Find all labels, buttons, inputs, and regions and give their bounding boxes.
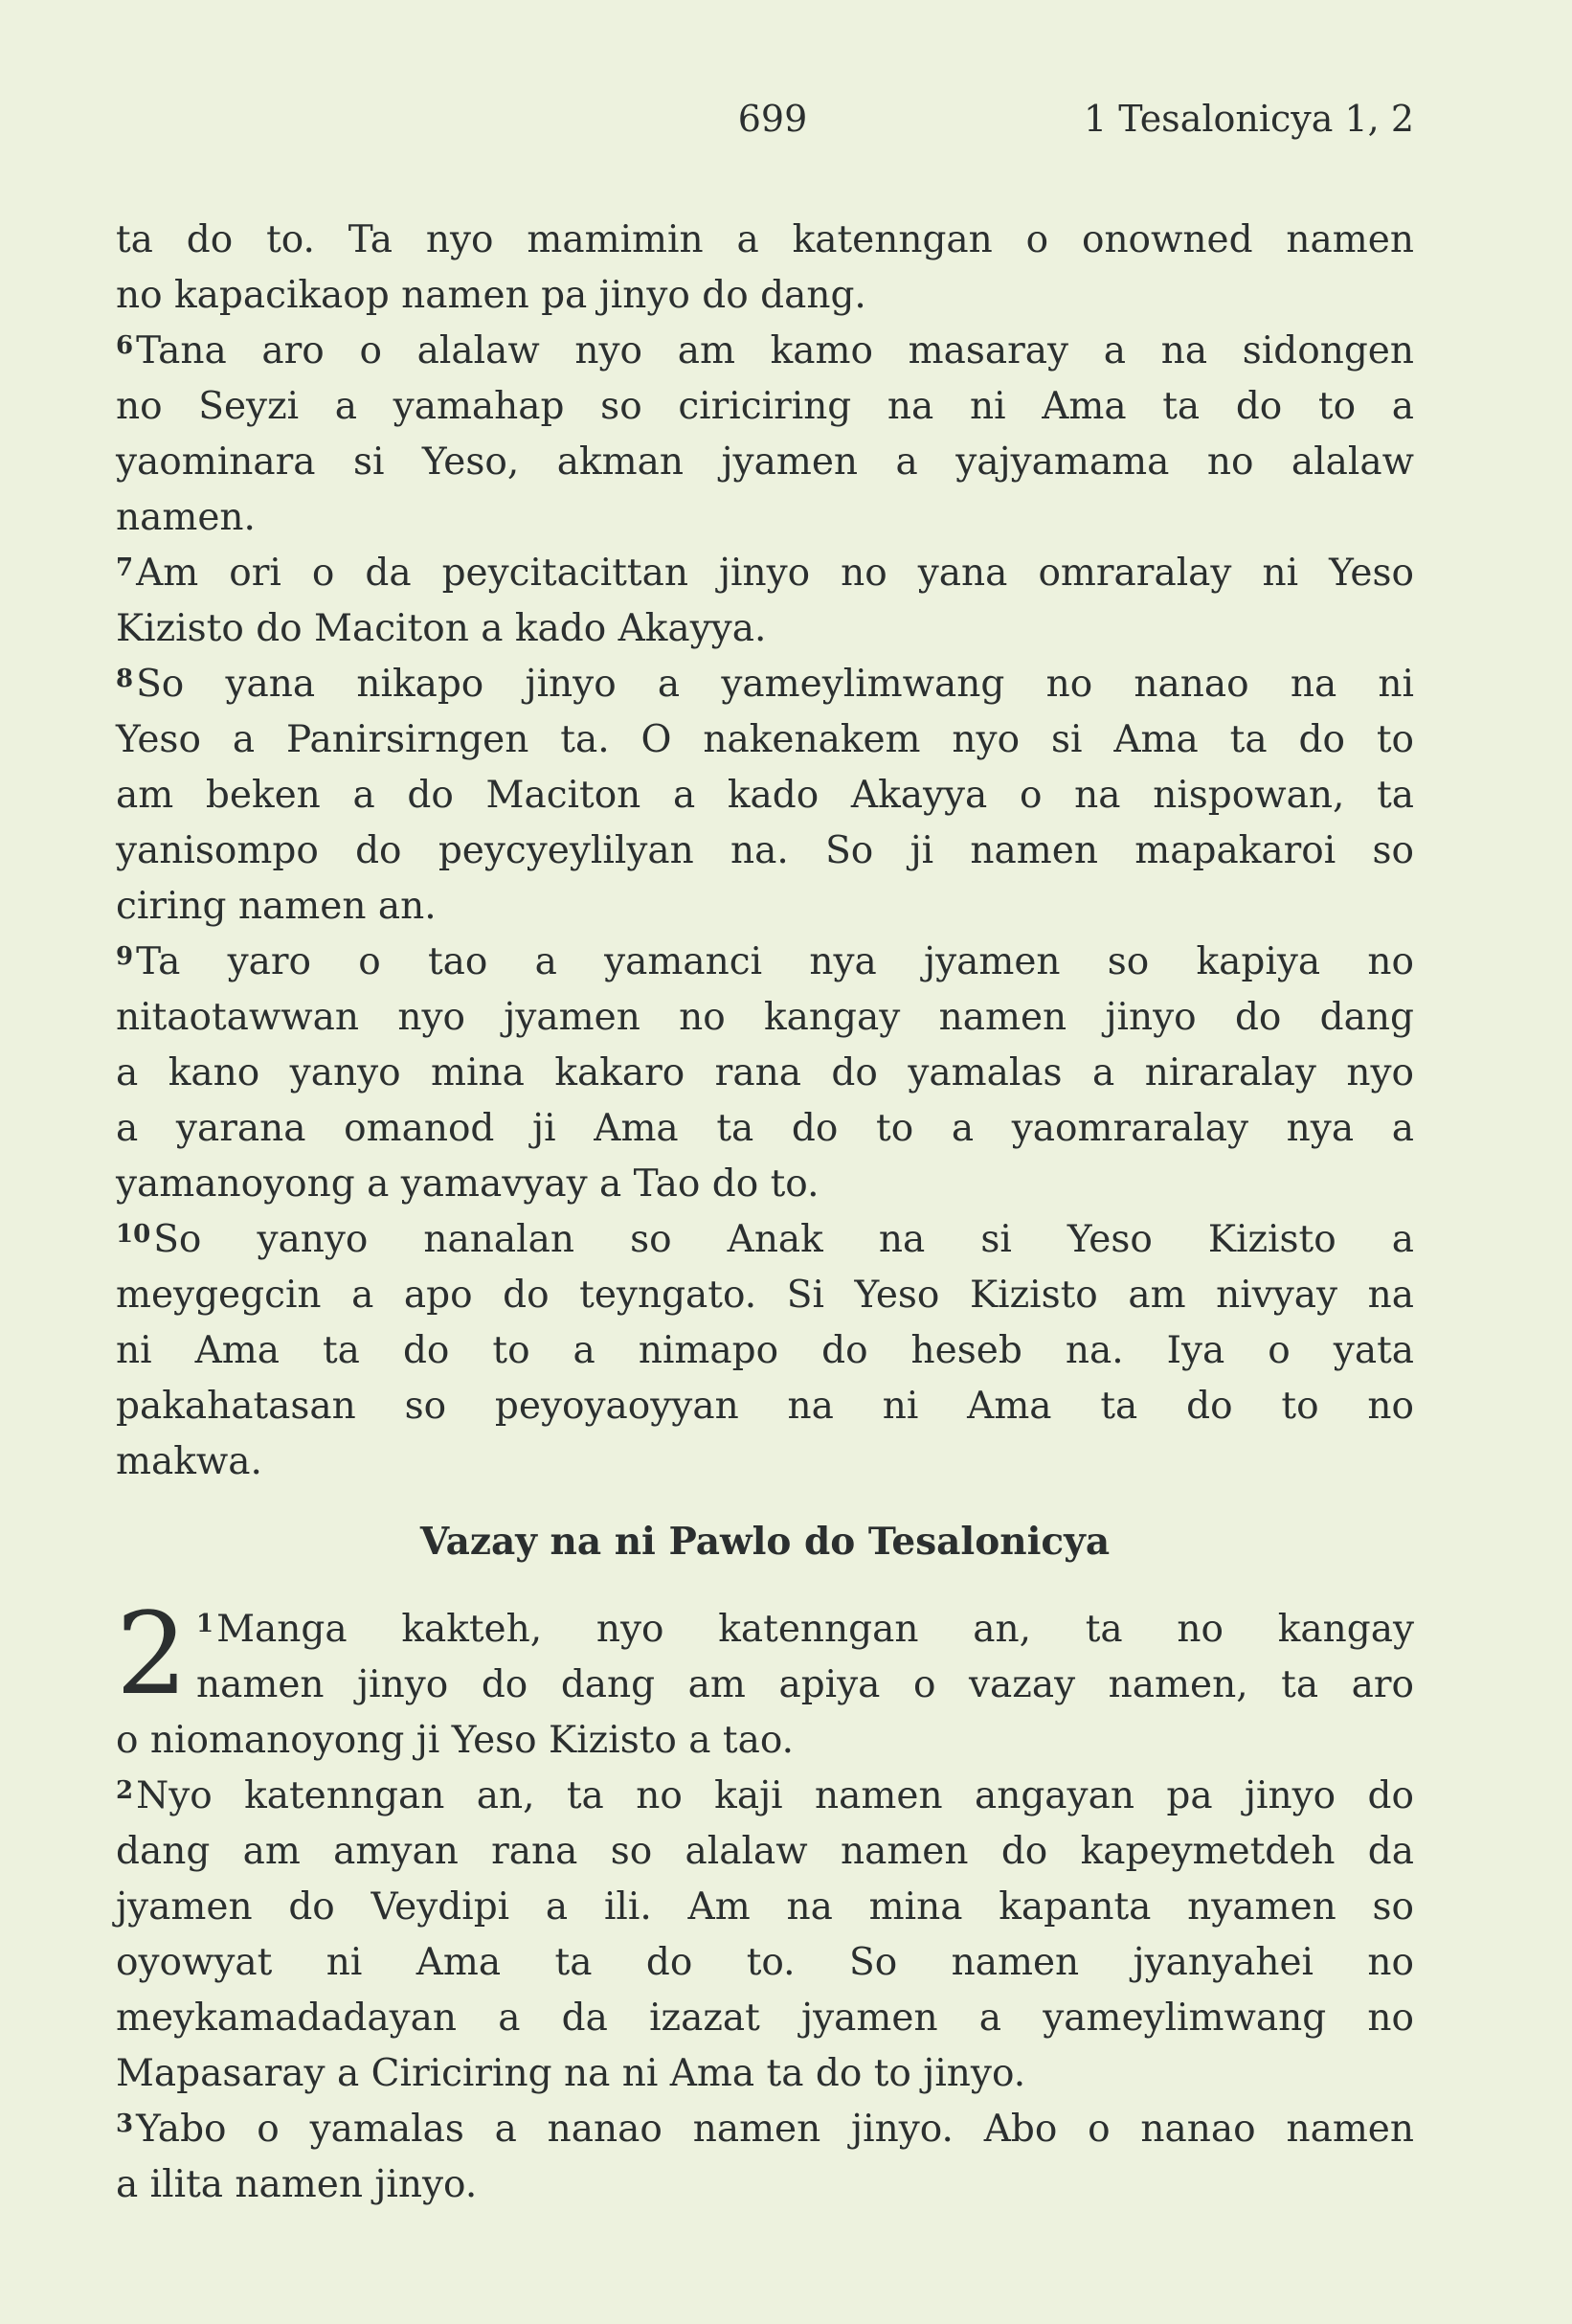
text-line	[116, 879, 1414, 935]
text-line	[116, 1991, 1414, 2046]
line-text: So yanyo nanalan so Anak na si Yeso Kizisto a	[153, 1218, 1414, 1261]
text-line	[116, 1101, 1414, 1157]
text-line	[116, 1434, 1414, 1490]
line-text: pakahatasan so peyoyaoyyan na ni Ama ta do to no	[116, 1385, 1414, 1428]
line-text: ni Ama ta do to a nimapo do heseb na. Iya o yata	[116, 1329, 1414, 1372]
verse-number: 7	[116, 553, 134, 582]
text-line	[116, 2046, 1414, 2102]
verse-2	[116, 1769, 1414, 2102]
text-line	[116, 1379, 1414, 1434]
text-line	[116, 1268, 1414, 1323]
text-line	[116, 435, 1414, 490]
text-line	[116, 379, 1414, 435]
text-line	[116, 546, 1414, 601]
verse-3	[116, 2102, 1414, 2213]
line-text: yamanoyong a yamavyay a Tao do to.	[116, 1162, 820, 1206]
verse-8	[116, 657, 1414, 935]
line-text: So yana nikapo jinyo a yameylimwang no nanao na ni	[136, 663, 1414, 706]
verse-number: 1	[196, 1610, 214, 1638]
verse-number: 10	[116, 1220, 151, 1249]
line-text: nitaotawwan nyo jyamen no kangay namen jinyo do dang	[116, 996, 1414, 1039]
line-text: no kapacikaop namen pa jinyo do dang.	[116, 274, 866, 317]
page-number: 699	[737, 98, 808, 140]
verse-10	[116, 1212, 1414, 1490]
text-line	[116, 490, 1414, 546]
line-text: ciring namen an.	[116, 885, 437, 928]
chapter-2-text	[116, 1602, 1414, 2213]
text-line	[116, 324, 1414, 379]
line-text: oyowyat ni Ama ta do to. So namen jyanyahei no	[116, 1941, 1414, 1984]
text-line	[116, 2157, 1414, 2213]
line-text: a ilita namen jinyo.	[116, 2163, 478, 2206]
text-line	[116, 1935, 1414, 1991]
line-text: am beken a do Maciton a kado Akayya o na nispowan, ta	[116, 774, 1414, 817]
verse-number: 3	[116, 2110, 134, 2138]
line-text: Kizisto do Maciton a kado Akayya.	[116, 607, 767, 650]
line-text: a kano yanyo mina kakaro rana do yamalas a niraralay nyo	[116, 1051, 1414, 1094]
line-text: Tana aro o alalaw nyo am kamo masaray a na sidongen	[136, 329, 1414, 372]
text-line	[116, 824, 1414, 879]
text-line	[116, 1769, 1414, 1824]
line-text: Am ori o da peycitacittan jinyo no yana omraralay ni Yeso	[136, 552, 1414, 595]
text-line	[196, 1602, 1414, 1658]
verse-7	[116, 546, 1414, 657]
line-text: Yeso a Panirsirngen ta. O nakenakem nyo si Ama ta do to	[116, 718, 1414, 761]
section-heading: Vazay na ni Pawlo do Tesalonicya	[419, 1520, 1111, 1564]
line-text: Manga kakteh, nyo katenngan an, ta no kangay	[216, 1608, 1414, 1651]
line-text: meygegcin a apo do teyngato. Si Yeso Kizisto am nivyay na	[116, 1274, 1414, 1317]
line-text: dang am amyan rana so alalaw namen do kapeymetdeh da	[116, 1830, 1414, 1873]
verse-number: 9	[116, 942, 134, 971]
line-text: no Seyzi a yamahap so ciriciring na ni Ama ta do to a	[116, 385, 1414, 428]
text-line	[116, 712, 1414, 768]
line-text: yaominara si Yeso, akman jyamen a yajyamama no alalaw	[116, 440, 1414, 484]
line-text: makwa.	[116, 1440, 262, 1483]
line-text: jyamen do Veydipi a ili. Am na mina kapanta nyamen so	[116, 1885, 1414, 1929]
running-head: 1 Tesalonicya 1, 2	[1084, 98, 1414, 140]
text-line	[196, 1658, 1414, 1713]
text-line	[116, 1880, 1414, 1935]
verse-9	[116, 935, 1414, 1212]
line-text: ta do to. Ta nyo mamimin a katenngan o onowned namen	[116, 218, 1414, 261]
text-line	[116, 990, 1414, 1046]
text-line	[116, 768, 1414, 824]
text-line	[116, 213, 1414, 268]
text-line	[116, 1323, 1414, 1379]
text-line	[116, 1713, 1414, 1769]
verse-number: 2	[116, 1776, 134, 1805]
verse-number: 8	[116, 665, 134, 693]
paragraph	[116, 213, 1414, 324]
verse-number: 6	[116, 331, 134, 360]
line-text: yanisompo do peycyeylilyan na. So ji namen mapakaroi so	[116, 829, 1414, 872]
text-line	[116, 657, 1414, 712]
line-text: meykamadadayan a da izazat jyamen a yameylimwang no	[116, 1997, 1414, 2040]
line-text: o niomanoyong ji Yeso Kizisto a tao.	[116, 1719, 795, 1762]
line-text: Mapasaray a Ciriciring na ni Ama ta do to jinyo.	[116, 2052, 1026, 2095]
text-line	[116, 935, 1414, 990]
text-line	[116, 2102, 1414, 2157]
line-text: Ta yaro o tao a yamanci nya jyamen so kapiya no	[136, 940, 1414, 983]
text-line	[116, 268, 1414, 324]
line-text: Yabo o yamalas a nanao namen jinyo. Abo o nanao namen	[136, 2108, 1414, 2151]
text-line	[116, 1046, 1414, 1101]
text-line	[116, 1157, 1414, 1212]
line-text: namen jinyo do dang am apiya o vazay namen, ta aro	[196, 1663, 1414, 1706]
verse-6	[116, 324, 1414, 546]
line-text: Nyo katenngan an, ta no kaji namen angayan pa jinyo do	[136, 1774, 1414, 1817]
chapter-2	[116, 1588, 1414, 2213]
line-text: namen.	[116, 496, 256, 539]
verse-1	[116, 1602, 1414, 1769]
chapter-1-text	[116, 213, 1414, 1490]
chapter-number: 2	[116, 1588, 189, 1720]
text-line	[116, 1824, 1414, 1880]
text-line	[116, 601, 1414, 657]
page-body	[116, 213, 1414, 2213]
line-text: a yarana omanod ji Ama ta do to a yaomraralay nya a	[116, 1107, 1414, 1150]
text-line	[116, 1212, 1414, 1268]
